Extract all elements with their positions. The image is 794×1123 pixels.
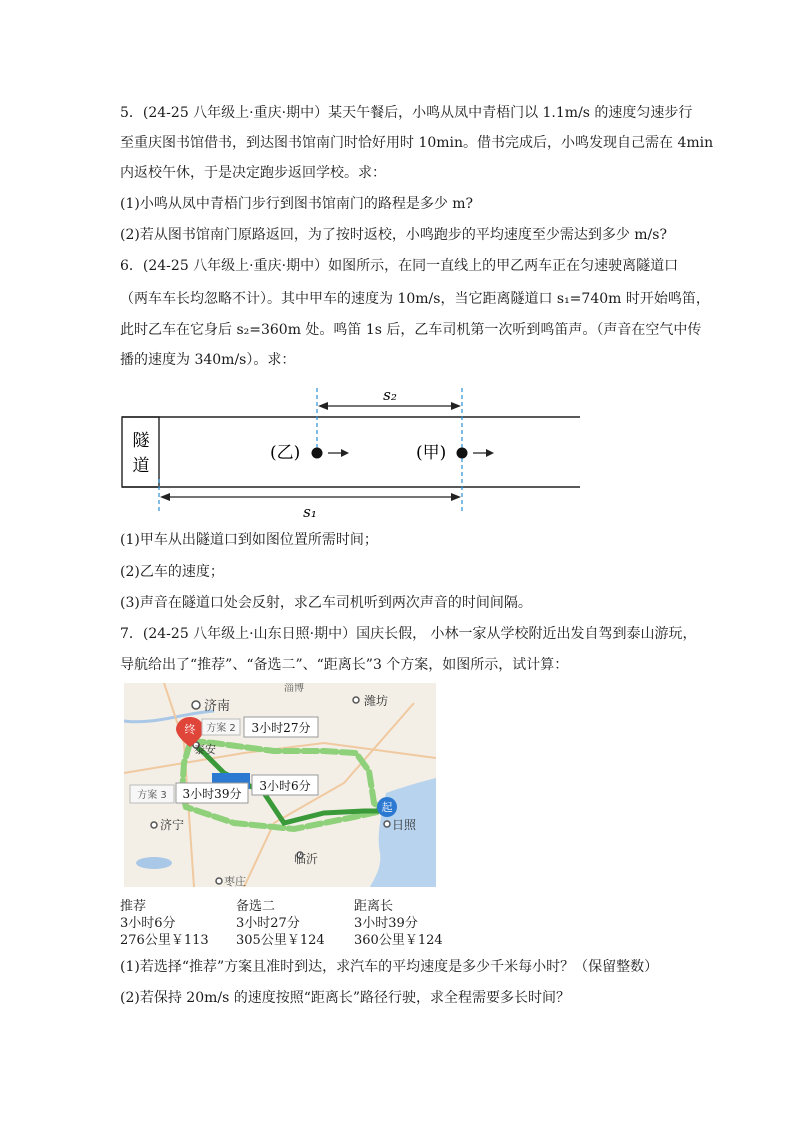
car-a-label: (甲)	[416, 443, 447, 463]
q7-part-1: (1)若选择“推荐”方案且准时到达，求汽车的平均速度是多少千米每小时？（保留整数）	[120, 959, 659, 975]
car-b-arrow-icon	[341, 449, 349, 457]
city-weifang-label: 潍坊	[364, 694, 389, 708]
car-b-label: (乙)	[270, 443, 301, 463]
route-time: 3小时39分	[354, 916, 418, 931]
q5-part-1: (1)小鸣从凤中青梧门步行到图书馆南门的路程是多少 m?	[120, 196, 474, 212]
q6-line-2: （两车车长均忽略不计）。其中甲车的速度为 10m/s，当它距离隧道口 s₁=740m 时开始鸣笛，	[120, 291, 710, 307]
start-marker-label: 起	[381, 801, 393, 814]
plan2-tag-label: 方案 2	[206, 723, 236, 734]
q6-part-1: (1)甲车从出隧道口到如图位置所需时间；	[120, 532, 378, 548]
route-alternative-two	[236, 898, 325, 949]
q7-line-2: 导航给出了“推荐”、“备选二”、“距离长”3 个方案，如图所示，试计算：	[120, 657, 569, 673]
city-jinan-dot	[192, 701, 200, 709]
city-zibo-label: 淄博	[284, 683, 304, 694]
route-time: 3小时6分	[120, 916, 176, 931]
city-rizhao-label: 日照	[392, 818, 417, 832]
plan2-time: 3小时27分	[251, 721, 311, 735]
city-rizhao-dot	[384, 821, 390, 827]
city-weifang-dot	[353, 697, 359, 703]
end-marker-label: 终	[184, 723, 196, 736]
tunnel-diagram	[118, 384, 586, 522]
q5-line-1: 5．(24-25 八年级上·重庆·期中）某天午餐后，小鸣从凤中青梧门以 1.1m/s 的速度匀速步行	[120, 105, 693, 121]
route-cost: 305公里￥124	[236, 933, 325, 948]
city-zaozhuang-label: 枣庄	[224, 875, 246, 887]
city-jining-dot	[151, 822, 157, 828]
s2-label: s₂	[383, 386, 397, 404]
route-cost: 360公里￥124	[354, 933, 443, 948]
plan3-time: 3小时39分	[182, 787, 242, 801]
city-taian-label: 泰安	[194, 743, 216, 756]
q5-line-2: 至重庆图书馆借书，到达图书馆南门时恰好用时 10min。借书完成后，小鸣发现自己需在 4min	[120, 135, 714, 151]
map-lake	[136, 857, 172, 869]
s1-arrow-right-head	[451, 493, 461, 501]
q6-line-3: 此时乙车在它身后 s₂=360m 处。鸣笛 1s 后，乙车司机第一次听到鸣笛声。（声音在空气中传	[120, 322, 702, 338]
car-a-arrow-icon	[486, 449, 494, 457]
q7-line-1: 7．(24-25 八年级上·山东日照·期中）国庆长假， 小林一家从学校附近出发自驾到泰山游玩，	[120, 626, 697, 642]
q5-line-3: 内返校午休，于是决定跑步返回学校。求：	[120, 165, 386, 181]
s1-label: s₁	[303, 503, 317, 521]
car-b-dot	[312, 448, 323, 459]
route-cost: 276公里￥113	[120, 933, 209, 948]
s2-arrow-right-head	[451, 402, 461, 410]
q5-part-2: (2)若从图书馆南门原路返回，为了按时返校，小鸣跑步的平均速度至少需达到多少 m/s?	[120, 227, 667, 243]
route-time: 3小时27分	[236, 916, 300, 931]
car-a-dot	[457, 448, 468, 459]
city-zaozhuang-dot	[216, 878, 222, 884]
route-name: 距离长	[354, 899, 394, 914]
route-name: 推荐	[120, 899, 147, 914]
route-longer-distance	[354, 898, 443, 949]
q6-line-1: 6．(24-25 八年级上·重庆·期中）如图所示，在同一直线上的甲乙两车正在匀速驶离隧道口	[120, 258, 679, 274]
tunnel-label-top: 隧	[132, 431, 150, 451]
tunnel-label-bottom: 道	[132, 456, 150, 476]
city-jining-label: 济宁	[160, 818, 185, 832]
s1-arrow-left-head	[160, 493, 170, 501]
q6-part-2: (2)乙车的速度；	[120, 564, 224, 580]
city-jinan-label: 济南	[204, 699, 231, 714]
plan1-time: 3小时6分	[259, 779, 311, 793]
plan3-tag-label: 方案 3	[137, 790, 167, 801]
tunnel-box	[122, 417, 159, 487]
q7-part-2: (2)若保持 20m/s 的速度按照“距离长”路径行驶，求全程需要多长时间？	[120, 990, 571, 1006]
city-linyi-label: 临沂	[294, 852, 319, 866]
s2-arrow-left-head	[318, 402, 328, 410]
q6-line-4: 播的速度为 340m/s）。求：	[120, 352, 296, 368]
route-name: 备选二	[236, 899, 276, 914]
route-map	[124, 683, 436, 887]
q6-part-3: (3)声音在隧道口处会反射，求乙车司机听到两次声音的时间间隔。	[120, 595, 532, 611]
route-recommended	[120, 898, 209, 949]
